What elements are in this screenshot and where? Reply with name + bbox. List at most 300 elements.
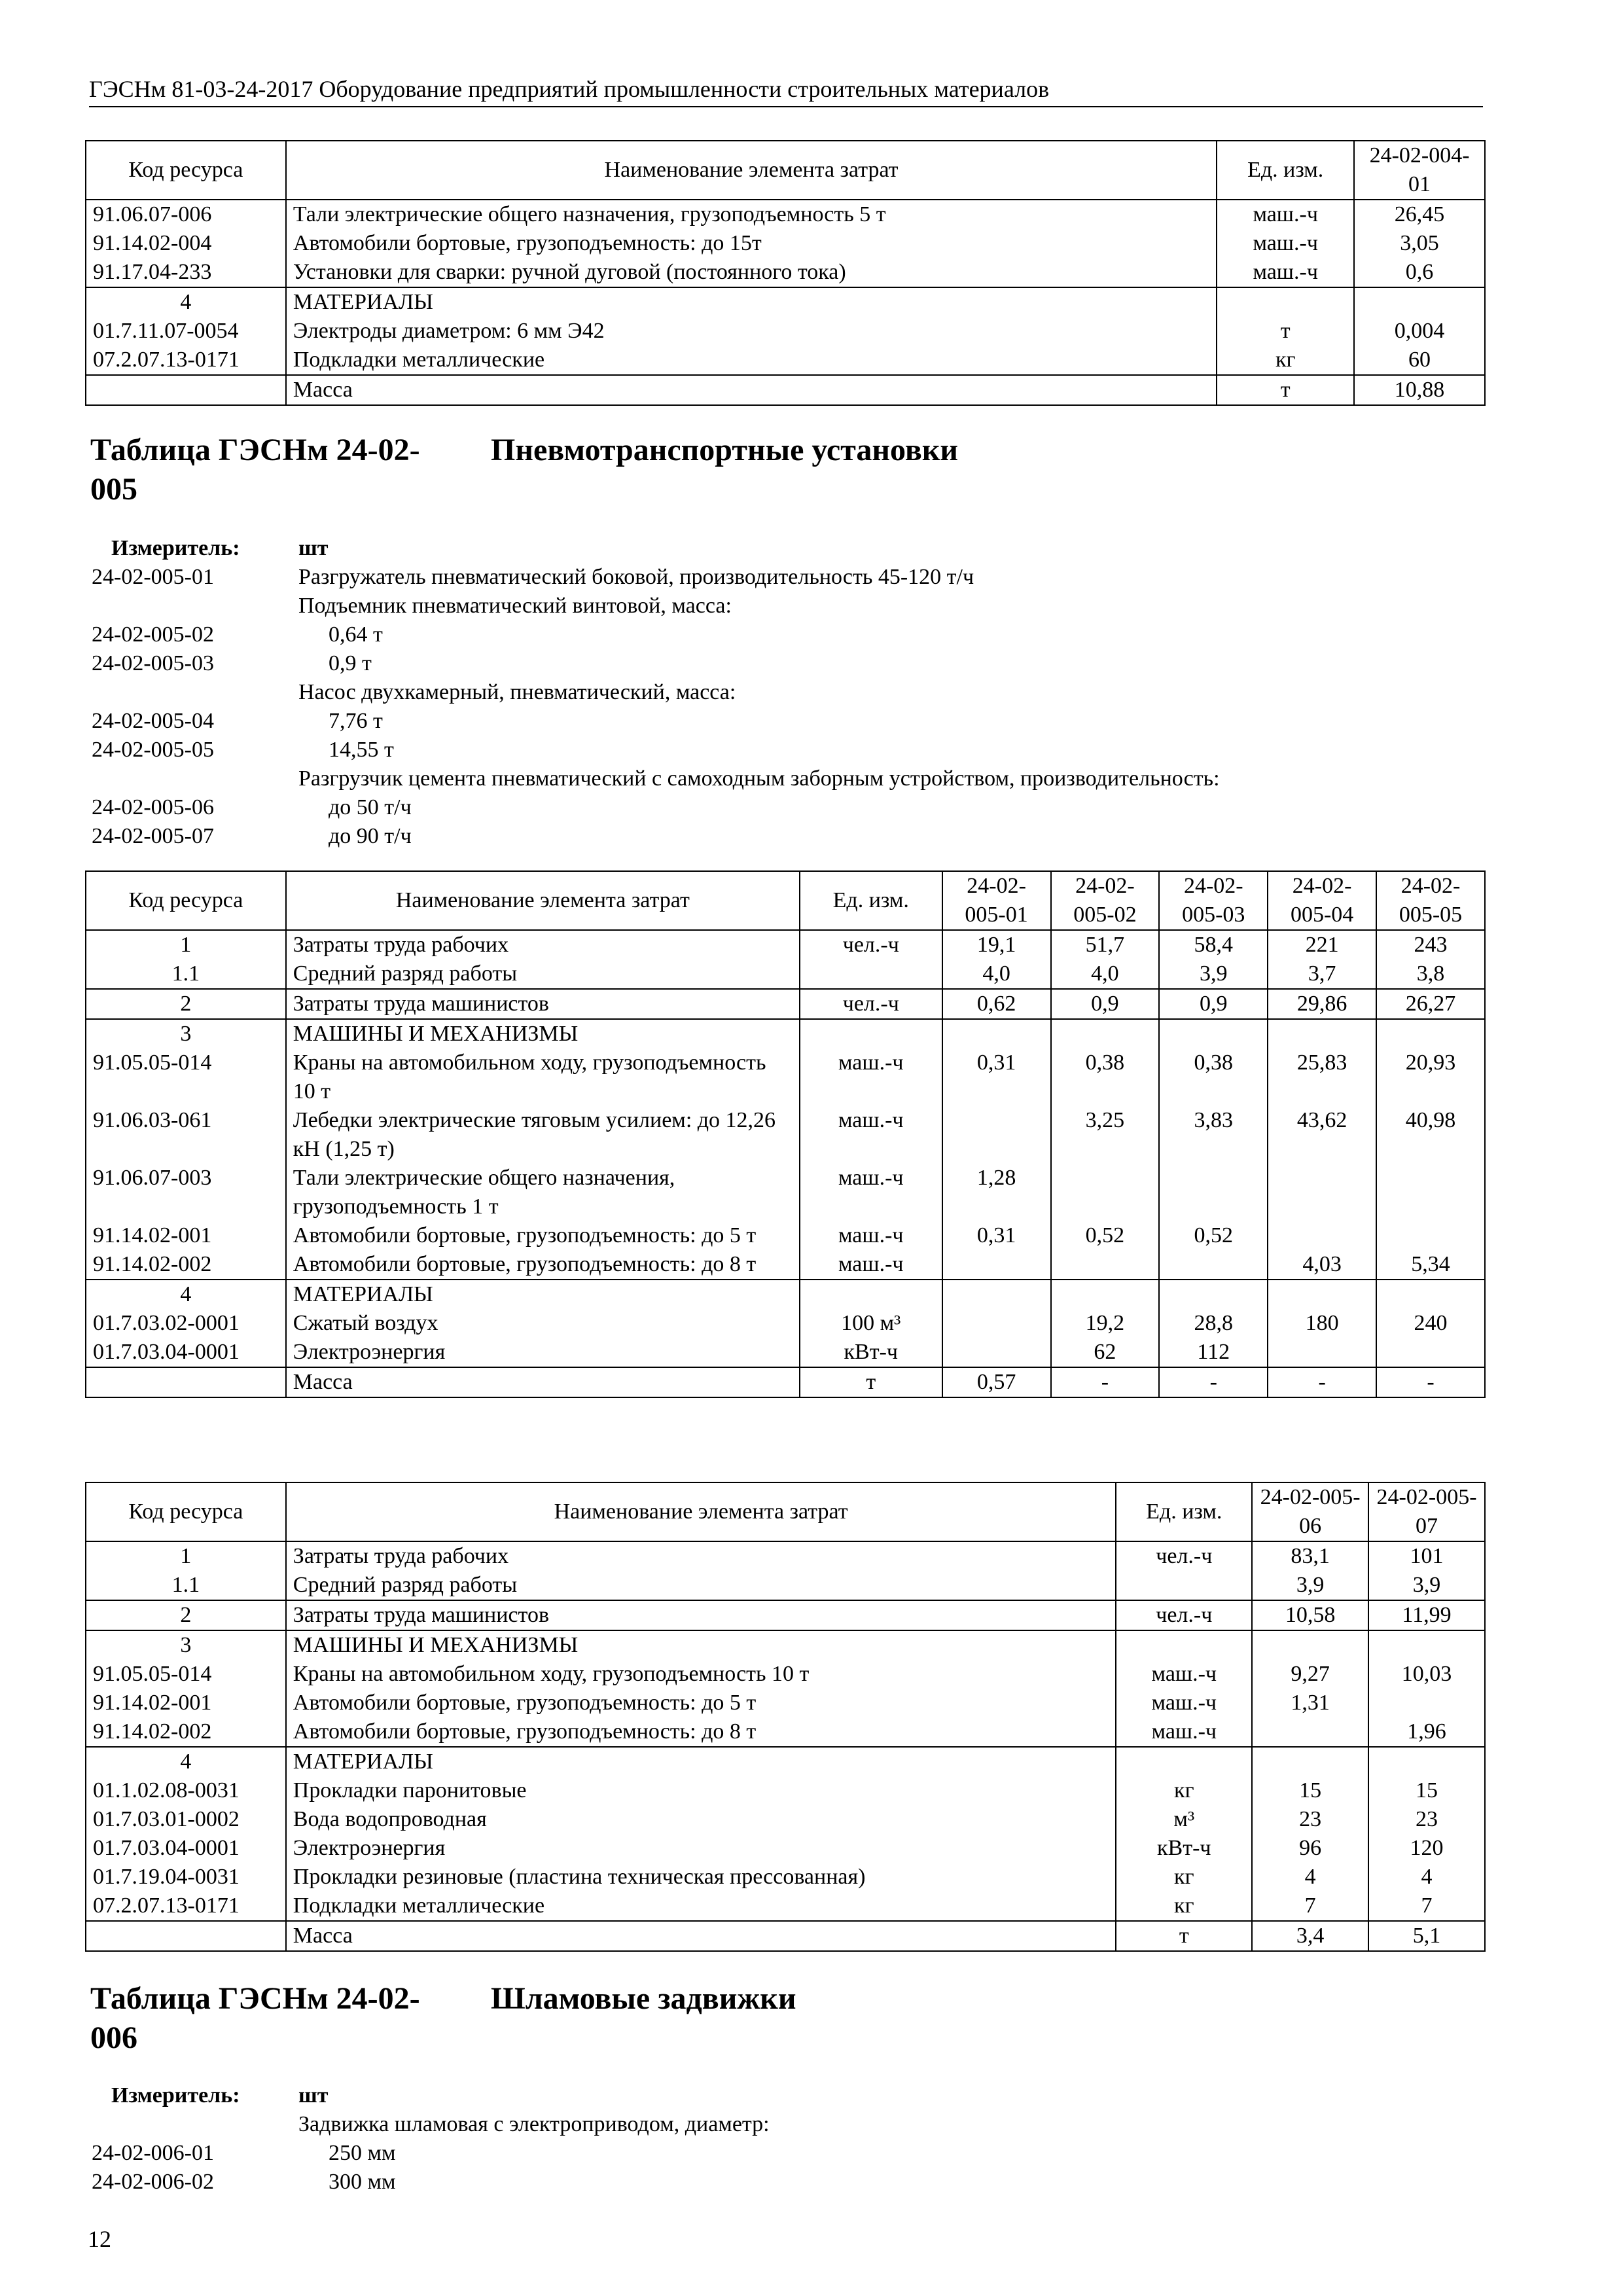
cost-element-name: Автомобили бортовые, грузоподъемность: до 8 т	[286, 1717, 1116, 1747]
cost-element-name: Лебедки электрические тяговым усилием: до 12,26 кН (1,25 т)	[286, 1106, 800, 1164]
norm-value: 120	[1368, 1834, 1485, 1863]
resource-code	[86, 1367, 286, 1397]
cost-element-name: Автомобили бортовые, грузоподъемность: до 5 т	[286, 1221, 800, 1250]
cost-element-name: Прокладки паронитовые	[286, 1776, 1116, 1805]
norm-description: Разгружатель пневматический боковой, производительность 45-120 т/ч	[298, 565, 974, 589]
unit	[1116, 1630, 1252, 1660]
norm-description: Задвижка шламовая с электроприводом, диаметр:	[298, 2112, 770, 2136]
col-name-header: Наименование элемента затрат	[286, 871, 800, 930]
col-norm-header: 24-02-005-01	[942, 871, 1051, 930]
cost-element-name: Автомобили бортовые, грузоподъемность: до 5 т	[286, 1689, 1116, 1717]
cost-element-name: Автомобили бортовые, грузоподъемность: до 15т	[286, 229, 1217, 258]
norm-value: 0,31	[942, 1049, 1051, 1106]
cost-element-name: Прокладки резиновые (пластина техническая прессованная)	[286, 1863, 1116, 1892]
unit: кВт-ч	[1116, 1834, 1252, 1863]
norm-value: 19,2	[1051, 1309, 1160, 1338]
norm-value: 0,38	[1159, 1049, 1268, 1106]
table-row	[86, 1689, 1485, 1717]
norm-value: 3,8	[1376, 960, 1485, 989]
norm-value: 43,62	[1268, 1106, 1376, 1164]
table-row	[86, 930, 1485, 960]
table-row	[86, 1921, 1485, 1951]
unit: маш.-ч	[1217, 229, 1354, 258]
resource-code: 91.06.03-061	[86, 1106, 286, 1164]
norm-description: 14,55 т	[329, 738, 394, 762]
norm-code: 24-02-006-02	[92, 2170, 214, 2194]
norm-value: 0,9	[1159, 989, 1268, 1019]
norm-value: 3,9	[1252, 1571, 1368, 1600]
norm-value	[1268, 1164, 1376, 1221]
norm-value: 60	[1354, 346, 1485, 375]
table-row	[86, 1221, 1485, 1250]
norm-value	[1368, 1689, 1485, 1717]
norm-value: 5,34	[1376, 1250, 1485, 1280]
norm-value	[942, 1019, 1051, 1049]
resource-code: 07.2.07.13-0171	[86, 346, 286, 375]
unit: маш.-ч	[800, 1049, 942, 1106]
resource-code: 91.06.07-003	[86, 1164, 286, 1221]
norm-value: 28,8	[1159, 1309, 1268, 1338]
norm-value: 15	[1368, 1776, 1485, 1805]
resource-code: 91.17.04-233	[86, 258, 286, 287]
unit: кг	[1116, 1892, 1252, 1921]
norm-value: 1,28	[942, 1164, 1051, 1221]
norm-value: 0,62	[942, 989, 1051, 1019]
cost-element-name: Масса	[286, 375, 1217, 405]
table-row	[86, 989, 1485, 1019]
cost-element-name: Затраты труда рабочих	[286, 930, 800, 960]
table-row	[86, 960, 1485, 989]
norm-value: 180	[1268, 1309, 1376, 1338]
unit: кг	[1217, 346, 1354, 375]
norm-value: 0,004	[1354, 317, 1485, 346]
resource-code: 91.05.05-014	[86, 1660, 286, 1689]
norm-value: 3,25	[1051, 1106, 1160, 1164]
norm-value: 3,05	[1354, 229, 1485, 258]
table-row	[86, 1541, 1485, 1571]
col-unit-header: Ед. изм.	[1217, 141, 1354, 200]
table-24-02-004	[85, 140, 1486, 406]
measure-row	[92, 736, 1466, 764]
measure-row	[92, 793, 1466, 822]
norm-value	[1376, 1280, 1485, 1309]
cost-element-name: Средний разряд работы	[286, 1571, 1116, 1600]
norm-value	[1268, 1338, 1376, 1367]
norm-code: 24-02-005-05	[92, 738, 214, 762]
resource-code: 3	[86, 1019, 286, 1049]
norm-value	[942, 1250, 1051, 1280]
resource-code: 91.14.02-002	[86, 1717, 286, 1747]
col-unit-header: Ед. изм.	[800, 871, 942, 930]
table-row	[86, 1106, 1485, 1164]
norm-code: 24-02-005-02	[92, 622, 214, 647]
norm-value: 0,57	[942, 1367, 1051, 1397]
norm-value: 4	[1252, 1863, 1368, 1892]
unit: маш.-ч	[800, 1250, 942, 1280]
col-norm-header: 24-02-005-07	[1368, 1482, 1485, 1541]
norm-value: -	[1051, 1367, 1160, 1397]
cost-element-name: Тали электрические общего назначения, грузоподъемность 1 т	[286, 1164, 800, 1221]
norm-value	[1051, 1019, 1160, 1049]
cost-element-name: Затраты труда рабочих	[286, 1541, 1116, 1571]
unit	[800, 1019, 942, 1049]
table-row	[86, 1338, 1485, 1367]
norm-value: 1,96	[1368, 1717, 1485, 1747]
norm-value: 1,31	[1252, 1689, 1368, 1717]
norm-value	[942, 1280, 1051, 1309]
norm-value: 3,7	[1268, 960, 1376, 989]
unit: кВт-ч	[800, 1338, 942, 1367]
unit: маш.-ч	[800, 1221, 942, 1250]
norm-value: 10,58	[1252, 1600, 1368, 1630]
resource-code: 07.2.07.13-0171	[86, 1892, 286, 1921]
col-norm-header: 24-02-005-06	[1252, 1482, 1368, 1541]
resource-code: 1.1	[86, 960, 286, 989]
table-row	[86, 1834, 1485, 1863]
unit: м³	[1116, 1805, 1252, 1834]
resource-code: 01.1.02.08-0031	[86, 1776, 286, 1805]
norm-value: 0,9	[1051, 989, 1160, 1019]
norm-value: 20,93	[1376, 1049, 1485, 1106]
cost-element-name: Тали электрические общего назначения, грузоподъемность 5 т	[286, 200, 1217, 229]
cost-element-name: Электроды диаметром: 6 мм Э42	[286, 317, 1217, 346]
table-row	[86, 346, 1485, 375]
section-label: Таблица ГЭСНм 24-02-005	[90, 433, 420, 507]
norm-value: 0,52	[1051, 1221, 1160, 1250]
measure-row	[92, 649, 1466, 678]
table-row	[86, 1660, 1485, 1689]
norm-value: 7	[1252, 1892, 1368, 1921]
table-24-02-005-a	[85, 870, 1486, 1398]
table-24-02-005-b	[85, 1482, 1486, 1952]
norm-value	[1051, 1250, 1160, 1280]
norm-value: 10,88	[1354, 375, 1485, 405]
norm-value: 25,83	[1268, 1049, 1376, 1106]
cost-element-name: Электроэнергия	[286, 1834, 1116, 1863]
norm-code: 24-02-005-03	[92, 651, 214, 675]
norm-description: 0,9 т	[329, 651, 372, 675]
section-heading-row	[86, 1747, 1485, 1776]
norm-value: 10,03	[1368, 1660, 1485, 1689]
measure-row	[92, 620, 1466, 649]
norm-value: 3,9	[1159, 960, 1268, 989]
norm-value	[1376, 1221, 1485, 1250]
table-header-row	[86, 141, 1485, 200]
norm-value	[1252, 1747, 1368, 1776]
unit: маш.-ч	[1116, 1660, 1252, 1689]
norm-value: 112	[1159, 1338, 1268, 1367]
norm-value: 15	[1252, 1776, 1368, 1805]
measure-label: Измеритель:	[111, 2083, 240, 2108]
norm-value	[1159, 1019, 1268, 1049]
resource-code: 01.7.03.04-0001	[86, 1338, 286, 1367]
unit	[1217, 287, 1354, 317]
unit: маш.-ч	[1217, 258, 1354, 287]
unit: маш.-ч	[800, 1106, 942, 1164]
norm-value: 240	[1376, 1309, 1485, 1338]
norm-description: Насос двухкамерный, пневматический, масса:	[298, 680, 736, 704]
section-heading-row	[86, 287, 1485, 317]
resource-code: 3	[86, 1630, 286, 1660]
measure-row	[92, 822, 1466, 851]
unit: т	[1116, 1921, 1252, 1951]
unit: чел.-ч	[800, 930, 942, 960]
table-row	[86, 1164, 1485, 1221]
unit: т	[1217, 375, 1354, 405]
norm-value	[1268, 1019, 1376, 1049]
cost-element-name: Средний разряд работы	[286, 960, 800, 989]
norm-value: 0,31	[942, 1221, 1051, 1250]
norm-value	[1252, 1717, 1368, 1747]
col-code-header: Код ресурса	[86, 871, 286, 930]
cost-element-name: Электроэнергия	[286, 1338, 800, 1367]
table-row	[86, 1571, 1485, 1600]
cost-element-name: МАТЕРИАЛЫ	[286, 1280, 800, 1309]
unit: маш.-ч	[1116, 1717, 1252, 1747]
norm-value: 3,4	[1252, 1921, 1368, 1951]
table-header-row	[86, 1482, 1485, 1541]
norm-value: 0,52	[1159, 1221, 1268, 1250]
norm-description: 250 мм	[329, 2141, 396, 2165]
resource-code: 2	[86, 1600, 286, 1630]
unit: маш.-ч	[1116, 1689, 1252, 1717]
resource-code: 01.7.11.07-0054	[86, 317, 286, 346]
section-heading-row	[86, 1019, 1485, 1049]
norm-value: 7	[1368, 1892, 1485, 1921]
table-row	[86, 1863, 1485, 1892]
resource-code: 01.7.03.01-0002	[86, 1805, 286, 1834]
resource-code: 4	[86, 1747, 286, 1776]
unit: чел.-ч	[1116, 1541, 1252, 1571]
resource-code: 01.7.03.02-0001	[86, 1309, 286, 1338]
norm-value: 96	[1252, 1834, 1368, 1863]
norm-value: -	[1376, 1367, 1485, 1397]
cost-element-name: МАШИНЫ И МЕХАНИЗМЫ	[286, 1630, 1116, 1660]
resource-code: 91.14.02-002	[86, 1250, 286, 1280]
unit: кг	[1116, 1863, 1252, 1892]
unit: т	[800, 1367, 942, 1397]
measure-list-24-02-005	[92, 534, 1466, 851]
norm-value: 19,1	[942, 930, 1051, 960]
norm-value: 26,27	[1376, 989, 1485, 1019]
norm-value: 62	[1051, 1338, 1160, 1367]
norm-value: 0,6	[1354, 258, 1485, 287]
table-row	[86, 1600, 1485, 1630]
unit	[1116, 1747, 1252, 1776]
measure-label: Измеритель:	[111, 536, 240, 560]
norm-value	[1268, 1280, 1376, 1309]
cost-element-name: Масса	[286, 1367, 800, 1397]
section-name: Пневмотранспортные установки	[491, 433, 959, 467]
norm-value	[1051, 1164, 1160, 1221]
measure-row	[92, 534, 1466, 563]
measure-row	[92, 2110, 1466, 2139]
measure-row	[92, 563, 1466, 592]
unit: маш.-ч	[1217, 200, 1354, 229]
norm-value	[1376, 1164, 1485, 1221]
section-name: Шламовые задвижки	[491, 1981, 796, 2016]
col-unit-header: Ед. изм.	[1116, 1482, 1252, 1541]
measure-row	[92, 2168, 1466, 2197]
resource-code: 1	[86, 1541, 286, 1571]
cost-element-name: Краны на автомобильном ходу, грузоподъемность 10 т	[286, 1660, 1116, 1689]
norm-value	[1252, 1630, 1368, 1660]
norm-value: 243	[1376, 930, 1485, 960]
page-header: ГЭСНм 81-03-24-2017 Оборудование предприятий промышленности строительных материалов	[89, 73, 1483, 107]
measure-unit: шт	[298, 2083, 329, 2108]
norm-value: 58,4	[1159, 930, 1268, 960]
norm-value	[1354, 287, 1485, 317]
resource-code: 91.14.02-001	[86, 1689, 286, 1717]
unit: маш.-ч	[800, 1164, 942, 1221]
unit: кг	[1116, 1776, 1252, 1805]
norm-value	[1376, 1019, 1485, 1049]
norm-description: до 90 т/ч	[329, 824, 412, 848]
norm-description: 0,64 т	[329, 622, 383, 647]
section-label: Таблица ГЭСНм 24-02-006	[90, 1981, 420, 2055]
cost-element-name: Подкладки металлические	[286, 346, 1217, 375]
norm-value	[1159, 1164, 1268, 1221]
unit	[1116, 1571, 1252, 1600]
measure-row	[92, 764, 1466, 793]
cost-element-name: Установки для сварки: ручной дуговой (постоянного тока)	[286, 258, 1217, 287]
norm-value: 29,86	[1268, 989, 1376, 1019]
col-norm-header: 24-02-005-03	[1159, 871, 1268, 930]
norm-code: 24-02-005-01	[92, 565, 214, 589]
norm-value	[1159, 1250, 1268, 1280]
norm-value	[942, 1338, 1051, 1367]
cost-element-name: Вода водопроводная	[286, 1805, 1116, 1834]
table-row	[86, 1776, 1485, 1805]
unit: 100 м³	[800, 1309, 942, 1338]
norm-value: 9,27	[1252, 1660, 1368, 1689]
table-row	[86, 1309, 1485, 1338]
norm-value: 101	[1368, 1541, 1485, 1571]
norm-value: 23	[1252, 1805, 1368, 1834]
measure-row	[92, 2081, 1466, 2110]
cost-element-name: МАТЕРИАЛЫ	[286, 1747, 1116, 1776]
measure-row	[92, 707, 1466, 736]
measure-row	[92, 678, 1466, 707]
norm-description: 7,76 т	[329, 709, 383, 733]
norm-value: 4,0	[942, 960, 1051, 989]
col-name-header: Наименование элемента затрат	[286, 141, 1217, 200]
measure-row	[92, 592, 1466, 620]
norm-value: 0,38	[1051, 1049, 1160, 1106]
norm-value: 51,7	[1051, 930, 1160, 960]
table-row	[86, 258, 1485, 287]
resource-code: 4	[86, 287, 286, 317]
resource-code: 01.7.03.04-0001	[86, 1834, 286, 1863]
norm-value: 5,1	[1368, 1921, 1485, 1951]
table-row	[86, 1367, 1485, 1397]
cost-element-name: Затраты труда машинистов	[286, 989, 800, 1019]
table-row	[86, 1049, 1485, 1106]
table-row	[86, 229, 1485, 258]
cost-element-name: Подкладки металлические	[286, 1892, 1116, 1921]
measure-list-24-02-006	[92, 2081, 1466, 2197]
measure-row	[92, 2139, 1466, 2168]
norm-description: 300 мм	[329, 2170, 396, 2194]
cost-element-name: МАТЕРИАЛЫ	[286, 287, 1217, 317]
unit: чел.-ч	[1116, 1600, 1252, 1630]
resource-code: 1	[86, 930, 286, 960]
cost-element-name: МАШИНЫ И МЕХАНИЗМЫ	[286, 1019, 800, 1049]
table-row	[86, 375, 1485, 405]
cost-element-name: Масса	[286, 1921, 1116, 1951]
col-name-header: Наименование элемента затрат	[286, 1482, 1116, 1541]
col-norm-header: 24-02-004-01	[1354, 141, 1485, 200]
norm-value	[1268, 1221, 1376, 1250]
cost-element-name: Затраты труда машинистов	[286, 1600, 1116, 1630]
norm-value: 4,03	[1268, 1250, 1376, 1280]
resource-code: 91.14.02-001	[86, 1221, 286, 1250]
norm-value	[1051, 1280, 1160, 1309]
norm-value	[1159, 1280, 1268, 1309]
norm-value: 23	[1368, 1805, 1485, 1834]
resource-code: 4	[86, 1280, 286, 1309]
norm-value	[942, 1106, 1051, 1164]
norm-code: 24-02-005-04	[92, 709, 214, 733]
resource-code	[86, 1921, 286, 1951]
col-code-header: Код ресурса	[86, 141, 286, 200]
norm-value: 221	[1268, 930, 1376, 960]
col-norm-header: 24-02-005-05	[1376, 871, 1485, 930]
norm-value: -	[1268, 1367, 1376, 1397]
norm-value: 3,9	[1368, 1571, 1485, 1600]
norm-description: Разгрузчик цемента пневматический с самоходным заборным устройством, производительность:	[298, 766, 1220, 791]
norm-description: до 50 т/ч	[329, 795, 412, 819]
norm-value: 11,99	[1368, 1600, 1485, 1630]
table-row	[86, 1717, 1485, 1747]
page-number: 12	[88, 2226, 111, 2252]
resource-code: 91.05.05-014	[86, 1049, 286, 1106]
section-heading-row	[86, 1280, 1485, 1309]
norm-value: 83,1	[1252, 1541, 1368, 1571]
table-row	[86, 1892, 1485, 1921]
col-norm-header: 24-02-005-04	[1268, 871, 1376, 930]
table-row	[86, 1805, 1485, 1834]
norm-value	[1368, 1747, 1485, 1776]
norm-value	[1368, 1630, 1485, 1660]
unit: т	[1217, 317, 1354, 346]
norm-value: 3,83	[1159, 1106, 1268, 1164]
norm-value: 4,0	[1051, 960, 1160, 989]
norm-value	[942, 1309, 1051, 1338]
cost-element-name: Сжатый воздух	[286, 1309, 800, 1338]
norm-value: 26,45	[1354, 200, 1485, 229]
norm-code: 24-02-006-01	[92, 2141, 214, 2165]
table-row	[86, 1250, 1485, 1280]
norm-value: 40,98	[1376, 1106, 1485, 1164]
norm-code: 24-02-005-06	[92, 795, 214, 819]
resource-code: 91.14.02-004	[86, 229, 286, 258]
norm-description: Подъемник пневматический винтовой, масса:	[298, 594, 732, 618]
section-heading-row	[86, 1630, 1485, 1660]
table-row	[86, 200, 1485, 229]
norm-code: 24-02-005-07	[92, 824, 214, 848]
table-header-row	[86, 871, 1485, 930]
resource-code: 1.1	[86, 1571, 286, 1600]
norm-value: -	[1159, 1367, 1268, 1397]
table-row	[86, 317, 1485, 346]
resource-code: 91.06.07-006	[86, 200, 286, 229]
unit: чел.-ч	[800, 989, 942, 1019]
measure-unit: шт	[298, 536, 329, 560]
cost-element-name: Автомобили бортовые, грузоподъемность: до 8 т	[286, 1250, 800, 1280]
unit	[800, 960, 942, 989]
cost-element-name: Краны на автомобильном ходу, грузоподъемность 10 т	[286, 1049, 800, 1106]
